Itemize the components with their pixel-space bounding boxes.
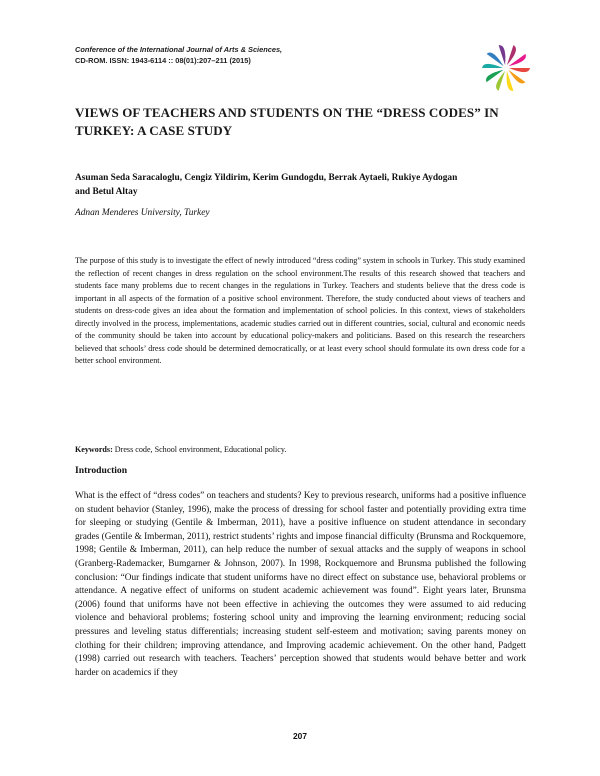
introduction-heading: Introduction: [75, 465, 128, 476]
issn-line: CD-ROM. ISSN: 1943-6114 :: 08(01):207–211 (2015): [75, 55, 251, 65]
keywords-label: Keywords:: [75, 445, 113, 454]
logo-center: [503, 65, 509, 71]
introduction-paragraph: What is the effect of “dress codes” on teachers and students? Key to previous research, uniforms had a positive influence on student behavior (Stanley, 1996), make the process of dressing for school faster and potentially providing extra time for sleeping or studying (Gentile & Imberman, 2011), have a positive influence on student attendance in secondary grades (Gentile & Imberman, 2011), restrict students’ rights and impose financial difficulty (Brunsma and Rockquemore, 1998; Gentile & Imberman, 2011), can help reduce the number of sexual attacks and the supply of weapons in school (Granberg-Rademacker, Bumgarner & Johnson, 2007). In 1998, Rockquemore and Brunsma published the following conclusion: “Our findings indicate that student uniforms have no direct effect on substance use, behavioral problems or attendance. A negative effect of uniforms on student academic achievement was found”. Eight years later, Brunsma (2006) found that uniforms have not been effective in achieving the outcomes they were assumed to aid reducing violence and behavioral problems; fostering school unity and improving the learning environment; reducing social pressures and leveling status differentials; increasing student self-esteem and motivation; saving parents money on clothing for their children; improving attendance, and Improving academic achievement. On the other hand, Padgett (1998) carried out research with teachers. Teachers’ perception showed that students would behave better and work harder on academics if they: [75, 491, 526, 678]
affiliation: Adnan Menderes University, Turkey: [75, 208, 210, 218]
keywords-text: Dress code, School environment, Educational policy.: [114, 445, 287, 454]
keywords: [75, 445, 525, 454]
author-list: Asuman Seda Saracaloglu, Cengiz Yildirim, Kerim Gundogdu, Berrak Aytaeli, Rukiye Aydogan and Betul Altay: [75, 173, 458, 197]
abstract: The purpose of this study is to investigate the effect of newly introduced “dress coding” system in schools in Turkey. This study examined the reflection of recent changes in dress regulation on the school environment.The results of this research showed that teachers and students face many problems due to recent changes in the regulations in Turkey. Teachers and students believe that the dress code is important in all aspects of the formation of a positive school environment. Therefore, the study conducted about views of teachers and students on dress-code gives an idea about the formation and implementation of school policies. In this context, views of stakeholders directly involved in the process, implementations, academic studies carried out in different countries, social, cultural and economic needs of the community should be taken into account by educational policy-makers and politicians. Based on this research the researchers believed that schools’ dress code should be determined democratically, or at least every school should formulate its own dress code for a better school environment.: [75, 256, 525, 365]
logo-petal: [509, 68, 530, 72]
logo-petal: [482, 64, 503, 68]
page-number: 207: [293, 731, 307, 741]
conference-header: [75, 45, 435, 66]
conference-name: Conference of the International Journal of Arts & Sciences,: [75, 45, 283, 54]
paper-title: VIEWS OF TEACHERS AND STUDENTS ON THE “DRESS CODES” IN TURKEY: A CASE STUDY: [75, 105, 499, 138]
conference-logo-icon: [478, 40, 534, 96]
